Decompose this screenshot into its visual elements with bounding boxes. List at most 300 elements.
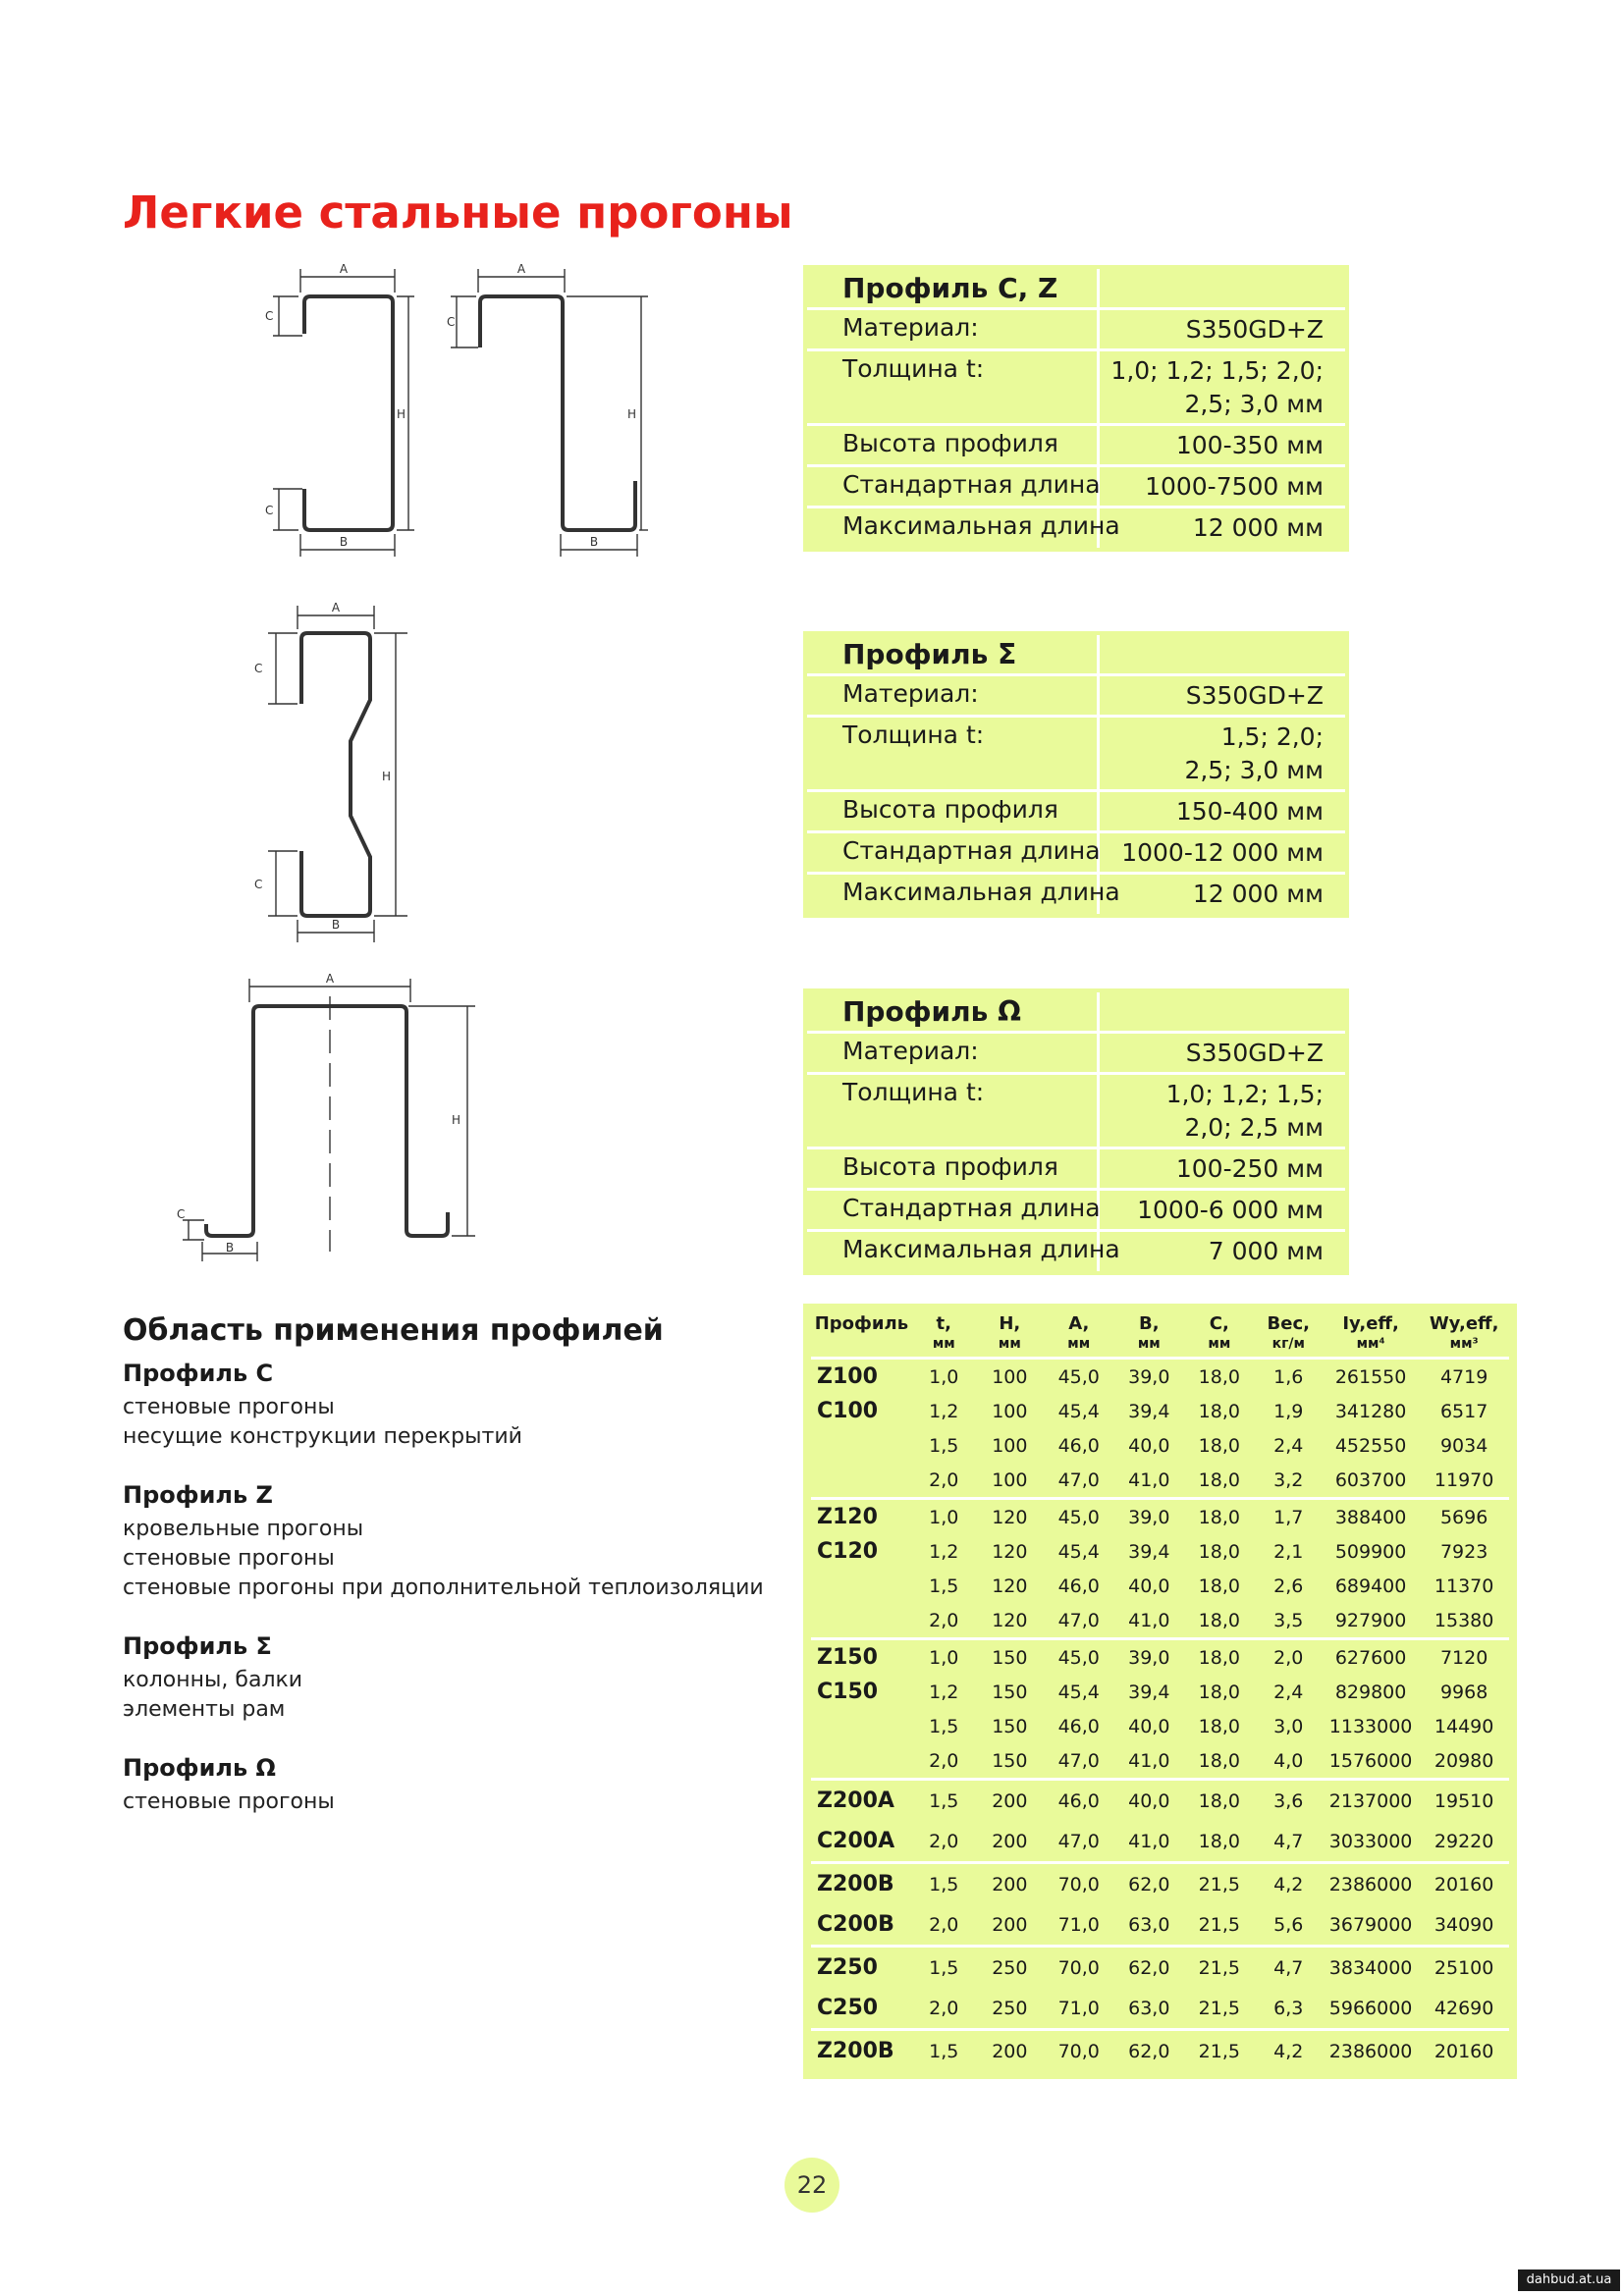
application-group-omega xyxy=(123,1754,790,1817)
spec-value: 150-400 мм xyxy=(1175,796,1324,826)
dim-c-label: C xyxy=(177,1207,186,1221)
header-label: H, xyxy=(999,1313,1021,1334)
table-cell: 18,0 xyxy=(1198,1575,1240,1597)
profile-name-cell: Z120 xyxy=(811,1499,912,1535)
table-cell: 2,0 xyxy=(929,1830,959,1852)
table-cell: 4,2 xyxy=(1255,2030,1323,2072)
table-cell: 100 xyxy=(992,1434,1028,1457)
table-cell: 4,7 xyxy=(1255,1947,1323,1989)
table-header xyxy=(1114,1308,1185,1359)
table-cell: 15380 xyxy=(1434,1609,1494,1631)
spec-value: 100-350 мм xyxy=(1175,430,1324,459)
table-cell: 200 xyxy=(976,1780,1044,1822)
spec-value: 1,0; 1,2; 1,5; 2,0; 2,5 мм xyxy=(1165,1080,1324,1142)
table-cell: 41,0 xyxy=(1128,1609,1170,1631)
table-cell: 120 xyxy=(992,1540,1028,1563)
table-cell: 4,7 xyxy=(1273,1830,1304,1852)
table-cell: 21,5 xyxy=(1198,1997,1240,2019)
table-cell: 70,0 xyxy=(1044,2030,1114,2072)
table-body xyxy=(811,1359,1509,2072)
table-cell: 71,0 xyxy=(1057,1913,1100,1936)
table-header xyxy=(811,1308,912,1359)
header-label: B, xyxy=(1139,1313,1160,1334)
table-cell: 20160 xyxy=(1419,1863,1509,1905)
table-cell: 25100 xyxy=(1419,1947,1509,1989)
table-header xyxy=(976,1308,1044,1359)
table-cell: 21,5 xyxy=(1184,1863,1255,1905)
spec-label: Толщина t: xyxy=(807,718,1100,789)
table-cell: 6517 xyxy=(1439,1400,1488,1422)
omega-profile-drawing xyxy=(177,967,481,1271)
application-use: стеновые прогоны при дополнительной теплоизоляции xyxy=(123,1575,764,1600)
spec-label: Толщина t: xyxy=(807,1075,1100,1147)
table-cell: 2,0 xyxy=(929,1997,959,2019)
table-cell: 829800 xyxy=(1334,1681,1407,1703)
spec-label: Материал: xyxy=(807,676,1100,715)
table-cell: 18,0 xyxy=(1198,1468,1240,1491)
table-row xyxy=(811,1603,1509,1639)
table-cell: 18,0 xyxy=(1198,1830,1240,1852)
table-row xyxy=(811,1947,1509,1989)
table-cell: 1,5 xyxy=(912,1780,976,1822)
spec-row xyxy=(807,506,1345,547)
table-cell: 2,4 xyxy=(1273,1681,1304,1703)
table-cell: 7923 xyxy=(1439,1540,1488,1563)
table-cell: 18,0 xyxy=(1198,1609,1240,1631)
table-row xyxy=(811,1988,1509,2030)
spec-row xyxy=(807,1188,1345,1229)
table-cell: 40,0 xyxy=(1114,1780,1185,1822)
dim-a-label: A xyxy=(325,972,335,986)
header-unit: кг/м xyxy=(1271,1335,1305,1352)
profile-name-cell: C150 xyxy=(817,1680,879,1704)
table-row xyxy=(811,1821,1509,1863)
table-cell: 45,4 xyxy=(1057,1400,1100,1422)
table-row xyxy=(811,1428,1509,1463)
header-unit: мм xyxy=(1067,1335,1091,1352)
table-cell: 9968 xyxy=(1439,1681,1488,1703)
table-cell: 341280 xyxy=(1334,1400,1407,1422)
spec-value: 12 000 мм xyxy=(1192,880,1324,909)
profile-name-cell: Z200B xyxy=(811,1863,912,1905)
spec-title: Профиль Σ xyxy=(807,635,1100,673)
spec-label: Стандартная длина xyxy=(807,1191,1100,1229)
spec-row xyxy=(807,715,1345,789)
header-label: Wy,eff, xyxy=(1429,1313,1499,1334)
table-cell: 200 xyxy=(976,1863,1044,1905)
page-number: 22 xyxy=(784,2158,839,2213)
spec-title: Профиль Ω xyxy=(807,992,1100,1031)
table-cell: 120 xyxy=(992,1609,1028,1631)
table-cell: 21,5 xyxy=(1184,2030,1255,2072)
table-cell: 509900 xyxy=(1334,1540,1407,1563)
table-cell: 40,0 xyxy=(1128,1575,1170,1597)
table-row xyxy=(811,1569,1509,1603)
table-cell: 1,0 xyxy=(929,1365,959,1388)
c-profile-drawing xyxy=(265,257,422,561)
applications-heading: Область применения профилей xyxy=(123,1313,664,1348)
spec-table-omega xyxy=(803,988,1349,1275)
table-cell: 63,0 xyxy=(1128,1913,1170,1936)
table-cell: 1,2 xyxy=(929,1540,959,1563)
table-header xyxy=(1323,1308,1419,1359)
table-cell: 45,4 xyxy=(1057,1681,1100,1703)
profile-name-cell: Z200B xyxy=(811,2030,912,2072)
table-cell: 1133000 xyxy=(1328,1715,1413,1737)
dim-h-label: H xyxy=(397,407,406,421)
table-cell: 39,4 xyxy=(1128,1540,1170,1563)
table-cell: 1576000 xyxy=(1328,1749,1413,1772)
table-cell: 1,0 xyxy=(912,1639,976,1676)
table-cell: 2,4 xyxy=(1273,1434,1304,1457)
spec-title: Профиль С, Z xyxy=(807,269,1100,307)
table-cell: 200 xyxy=(992,1830,1028,1852)
table-cell: 19510 xyxy=(1419,1780,1509,1822)
table-cell: 41,0 xyxy=(1128,1830,1170,1852)
table-cell: 1,5 xyxy=(929,1575,959,1597)
table-row xyxy=(811,1743,1509,1780)
table-cell: 5696 xyxy=(1419,1499,1509,1535)
table-cell: 927900 xyxy=(1334,1609,1407,1631)
application-group-c xyxy=(123,1360,790,1452)
table-header-row xyxy=(811,1308,1509,1359)
table-cell: 1,6 xyxy=(1273,1365,1304,1388)
z-profile-drawing xyxy=(447,257,658,561)
table-cell: 39,0 xyxy=(1128,1365,1170,1388)
table-cell: 2137000 xyxy=(1323,1780,1419,1822)
table-cell: 2386000 xyxy=(1323,2030,1419,2072)
table-cell: 452550 xyxy=(1334,1434,1407,1457)
applications-section xyxy=(123,1313,790,1846)
spec-row xyxy=(807,673,1345,715)
table-cell: 2,6 xyxy=(1273,1575,1304,1597)
table-cell: 18,0 xyxy=(1198,1749,1240,1772)
application-group-sigma xyxy=(123,1632,790,1725)
table-cell: 1,2 xyxy=(929,1400,959,1422)
profile-name-cell xyxy=(811,1743,912,1780)
table-cell: 11970 xyxy=(1434,1468,1494,1491)
table-cell: 603700 xyxy=(1334,1468,1407,1491)
profile-name-cell: Z150 xyxy=(811,1639,912,1676)
table-cell: 45,4 xyxy=(1057,1540,1100,1563)
spec-label: Максимальная длина xyxy=(807,875,1100,913)
spec-label: Материал: xyxy=(807,310,1100,348)
table-cell: 62,0 xyxy=(1114,1863,1185,1905)
table-cell: 627600 xyxy=(1323,1639,1419,1676)
table-cell: 18,0 xyxy=(1184,1780,1255,1822)
spec-value: 1,5; 2,0; 2,5; 3,0 мм xyxy=(1184,722,1324,784)
profile-name-cell: Z200A xyxy=(811,1780,912,1822)
table-row xyxy=(811,1904,1509,1947)
spec-label: Толщина t: xyxy=(807,351,1100,423)
table-cell: 150 xyxy=(992,1715,1028,1737)
table-row xyxy=(811,1359,1509,1395)
table-cell: 14490 xyxy=(1434,1715,1494,1737)
table-cell: 1,0 xyxy=(912,1499,976,1535)
table-cell: 4,2 xyxy=(1255,1863,1323,1905)
table-cell: 3,5 xyxy=(1273,1609,1304,1631)
table-cell: 39,0 xyxy=(1114,1639,1185,1676)
table-header xyxy=(1419,1308,1509,1359)
table-cell: 21,5 xyxy=(1198,1913,1240,1936)
table-cell: 46,0 xyxy=(1057,1575,1100,1597)
profile-name-cell: C200A xyxy=(817,1829,895,1853)
table-cell: 45,0 xyxy=(1057,1365,1100,1388)
table-cell: 46,0 xyxy=(1044,1780,1114,1822)
spec-value: S350GD+Z xyxy=(1185,1039,1324,1067)
header-label: Вес, xyxy=(1267,1313,1310,1334)
sigma-profile-drawing xyxy=(241,594,427,947)
table-row xyxy=(811,1534,1509,1569)
spec-row xyxy=(807,872,1345,913)
spec-label: Высота профиля xyxy=(807,1149,1100,1188)
application-profile-name: Профиль Z xyxy=(123,1481,273,1509)
dim-b-label: B xyxy=(331,918,341,932)
table-cell: 18,0 xyxy=(1198,1715,1240,1737)
table-cell: 2,0 xyxy=(929,1609,959,1631)
spec-label: Стандартная длина xyxy=(807,467,1100,506)
table-cell: 250 xyxy=(976,1947,1044,1989)
table-cell: 4719 xyxy=(1439,1365,1488,1388)
table-row xyxy=(811,1639,1509,1676)
table-cell: 1,2 xyxy=(929,1681,959,1703)
dim-a-label: A xyxy=(331,601,341,614)
table-cell: 62,0 xyxy=(1114,1947,1185,1989)
spec-header xyxy=(807,635,1345,673)
spec-value: 1000-7500 мм xyxy=(1145,472,1324,501)
profile-data-table xyxy=(803,1304,1517,2079)
table-cell: 3834000 xyxy=(1323,1947,1419,1989)
spec-value: 12 000 мм xyxy=(1192,513,1324,543)
table-cell: 47,0 xyxy=(1057,1830,1100,1852)
profile-name-cell xyxy=(811,1709,912,1743)
table-cell: 1,5 xyxy=(912,1947,976,1989)
table-cell: 45,0 xyxy=(1044,1639,1114,1676)
header-label: A, xyxy=(1068,1313,1090,1334)
application-use: элементы рам xyxy=(123,1697,286,1722)
table-cell: 39,4 xyxy=(1128,1400,1170,1422)
dim-b-label: B xyxy=(339,535,349,549)
dim-c-label: C xyxy=(265,309,274,323)
table-cell: 62,0 xyxy=(1114,2030,1185,2072)
table-cell: 3,2 xyxy=(1273,1468,1304,1491)
table-cell: 2,0 xyxy=(1255,1639,1323,1676)
spec-row xyxy=(807,789,1345,830)
table-header xyxy=(1044,1308,1114,1359)
spec-row xyxy=(807,464,1345,506)
dim-c-label: C xyxy=(254,662,263,675)
spec-table-sigma xyxy=(803,631,1349,918)
table-cell: 45,0 xyxy=(1044,1499,1114,1535)
table-cell: 21,5 xyxy=(1184,1947,1255,1989)
header-unit: мм xyxy=(998,1335,1021,1352)
table-cell: 7120 xyxy=(1419,1639,1509,1676)
profile-name-cell: Z250 xyxy=(811,1947,912,1989)
header-label: Профиль xyxy=(814,1313,909,1334)
header-unit: мм³ xyxy=(1449,1335,1479,1352)
table-cell: 100 xyxy=(992,1365,1028,1388)
spec-row xyxy=(807,307,1345,348)
spec-row xyxy=(807,830,1345,872)
table-cell: 42690 xyxy=(1434,1997,1494,2019)
spec-label: Материал: xyxy=(807,1034,1100,1072)
table-cell: 71,0 xyxy=(1057,1997,1100,2019)
table-cell: 1,5 xyxy=(912,2030,976,2072)
dim-c-label: C xyxy=(254,878,263,891)
table-cell: 11370 xyxy=(1434,1575,1494,1597)
spec-row xyxy=(807,1072,1345,1147)
table-cell: 120 xyxy=(976,1499,1044,1535)
table-cell: 120 xyxy=(992,1575,1028,1597)
profile-name-cell xyxy=(811,1569,912,1603)
application-use: колонны, балки xyxy=(123,1668,303,1692)
application-group-z xyxy=(123,1481,790,1603)
table-cell: 18,0 xyxy=(1198,1400,1240,1422)
spec-value: 100-250 мм xyxy=(1175,1153,1324,1183)
profile-name-cell xyxy=(811,1463,912,1499)
spec-label: Максимальная длина xyxy=(807,1232,1100,1270)
table-cell: 1,9 xyxy=(1273,1400,1304,1422)
table-cell: 18,0 xyxy=(1198,1434,1240,1457)
table-cell: 3,6 xyxy=(1255,1780,1323,1822)
spec-row xyxy=(807,1031,1345,1072)
table-cell: 41,0 xyxy=(1128,1468,1170,1491)
spec-value: S350GD+Z xyxy=(1185,315,1324,344)
table-cell: 39,4 xyxy=(1128,1681,1170,1703)
table-cell: 18,0 xyxy=(1198,1365,1240,1388)
table-cell: 150 xyxy=(976,1639,1044,1676)
dim-h-label: H xyxy=(627,407,637,421)
table-cell: 250 xyxy=(992,1997,1028,2019)
table-cell: 41,0 xyxy=(1128,1749,1170,1772)
table-header xyxy=(912,1308,976,1359)
watermark: dahbud.at.ua xyxy=(1518,2269,1620,2291)
dim-h-label: H xyxy=(382,770,392,783)
table-cell: 18,0 xyxy=(1184,1639,1255,1676)
profile-name-cell xyxy=(811,1603,912,1639)
application-use: кровельные прогоны xyxy=(123,1517,364,1541)
table-cell: 47,0 xyxy=(1057,1749,1100,1772)
table-cell: 29220 xyxy=(1434,1830,1494,1852)
spec-row xyxy=(807,348,1345,423)
spec-value: S350GD+Z xyxy=(1185,681,1324,710)
table-cell: 70,0 xyxy=(1044,1947,1114,1989)
spec-label: Высота профиля xyxy=(807,792,1100,830)
table-cell: 200 xyxy=(992,1913,1028,1936)
table-cell: 4,0 xyxy=(1273,1749,1304,1772)
dim-c-label: C xyxy=(265,504,274,517)
table-cell: 200 xyxy=(976,2030,1044,2072)
spec-value: 1,0; 1,2; 1,5; 2,0; 2,5; 3,0 мм xyxy=(1110,356,1324,418)
table-cell: 47,0 xyxy=(1057,1609,1100,1631)
table-row xyxy=(811,1499,1509,1535)
spec-row xyxy=(807,423,1345,464)
spec-header xyxy=(807,992,1345,1031)
table-row xyxy=(811,1863,1509,1905)
table-cell: 18,0 xyxy=(1198,1540,1240,1563)
table-cell: 2,0 xyxy=(929,1913,959,1936)
table-cell: 40,0 xyxy=(1128,1715,1170,1737)
table-cell: 9034 xyxy=(1439,1434,1488,1457)
profile-name-cell: Z100 xyxy=(817,1364,878,1389)
table-cell: 20160 xyxy=(1419,2030,1509,2072)
table-cell: 1,5 xyxy=(912,1863,976,1905)
table-row xyxy=(811,2030,1509,2072)
spec-row xyxy=(807,1229,1345,1270)
table-cell: 20980 xyxy=(1434,1749,1494,1772)
table-cell: 39,0 xyxy=(1114,1499,1185,1535)
table-cell: 70,0 xyxy=(1044,1863,1114,1905)
application-use: стеновые прогоны xyxy=(123,1395,335,1419)
dim-b-label: B xyxy=(225,1241,235,1255)
table-row xyxy=(811,1463,1509,1499)
table-cell: 100 xyxy=(992,1468,1028,1491)
page-title: Легкие стальные прогоны xyxy=(123,187,793,239)
table-cell: 18,0 xyxy=(1184,1499,1255,1535)
table-cell: 46,0 xyxy=(1057,1434,1100,1457)
table-cell: 150 xyxy=(992,1749,1028,1772)
table-cell: 3,0 xyxy=(1273,1715,1304,1737)
table-cell: 689400 xyxy=(1334,1575,1407,1597)
table-cell: 2386000 xyxy=(1323,1863,1419,1905)
header-label: Iy,eff, xyxy=(1342,1313,1399,1334)
spec-label: Максимальная длина xyxy=(807,508,1100,547)
dim-h-label: H xyxy=(452,1113,461,1127)
application-use: стеновые прогоны xyxy=(123,1789,335,1814)
table-cell: 18,0 xyxy=(1198,1681,1240,1703)
table-cell: 150 xyxy=(992,1681,1028,1703)
header-unit: мм⁴ xyxy=(1356,1335,1385,1352)
table-cell: 34090 xyxy=(1434,1913,1494,1936)
table-cell: 261550 xyxy=(1334,1365,1407,1388)
application-profile-name: Профиль С xyxy=(123,1360,274,1387)
table-cell: 388400 xyxy=(1323,1499,1419,1535)
table-cell: 2,1 xyxy=(1273,1540,1304,1563)
table-cell: 2,0 xyxy=(929,1468,959,1491)
profile-name-cell: C120 xyxy=(817,1539,879,1564)
table-cell: 5,6 xyxy=(1273,1913,1304,1936)
table-cell: 1,5 xyxy=(929,1434,959,1457)
application-profile-name: Профиль Σ xyxy=(123,1632,272,1660)
profile-name-cell xyxy=(811,1428,912,1463)
dim-a-label: A xyxy=(339,262,349,276)
table-cell: 6,3 xyxy=(1273,1997,1304,2019)
table-cell: 46,0 xyxy=(1057,1715,1100,1737)
spec-header xyxy=(807,269,1345,307)
spec-table-c-z xyxy=(803,265,1349,552)
table-cell: 100 xyxy=(992,1400,1028,1422)
table-row xyxy=(811,1675,1509,1709)
dim-c-label: C xyxy=(447,315,456,329)
spec-value: 1000-12 000 мм xyxy=(1121,838,1324,867)
application-use: стеновые прогоны xyxy=(123,1546,335,1571)
table-cell: 5966000 xyxy=(1328,1997,1413,2019)
table-row xyxy=(811,1780,1509,1822)
table-cell: 40,0 xyxy=(1128,1434,1170,1457)
profile-name-cell: C200B xyxy=(817,1912,894,1937)
table-cell: 3679000 xyxy=(1328,1913,1413,1936)
dim-a-label: A xyxy=(516,262,526,276)
application-profile-name: Профиль Ω xyxy=(123,1754,276,1782)
table-row xyxy=(811,1709,1509,1743)
table-cell: 1,7 xyxy=(1255,1499,1323,1535)
spec-label: Высота профиля xyxy=(807,426,1100,464)
header-unit: мм xyxy=(932,1335,955,1352)
header-label: t, xyxy=(936,1313,951,1334)
table-cell: 47,0 xyxy=(1057,1468,1100,1491)
dim-b-label: B xyxy=(589,535,599,549)
spec-value: 7 000 мм xyxy=(1208,1237,1324,1266)
